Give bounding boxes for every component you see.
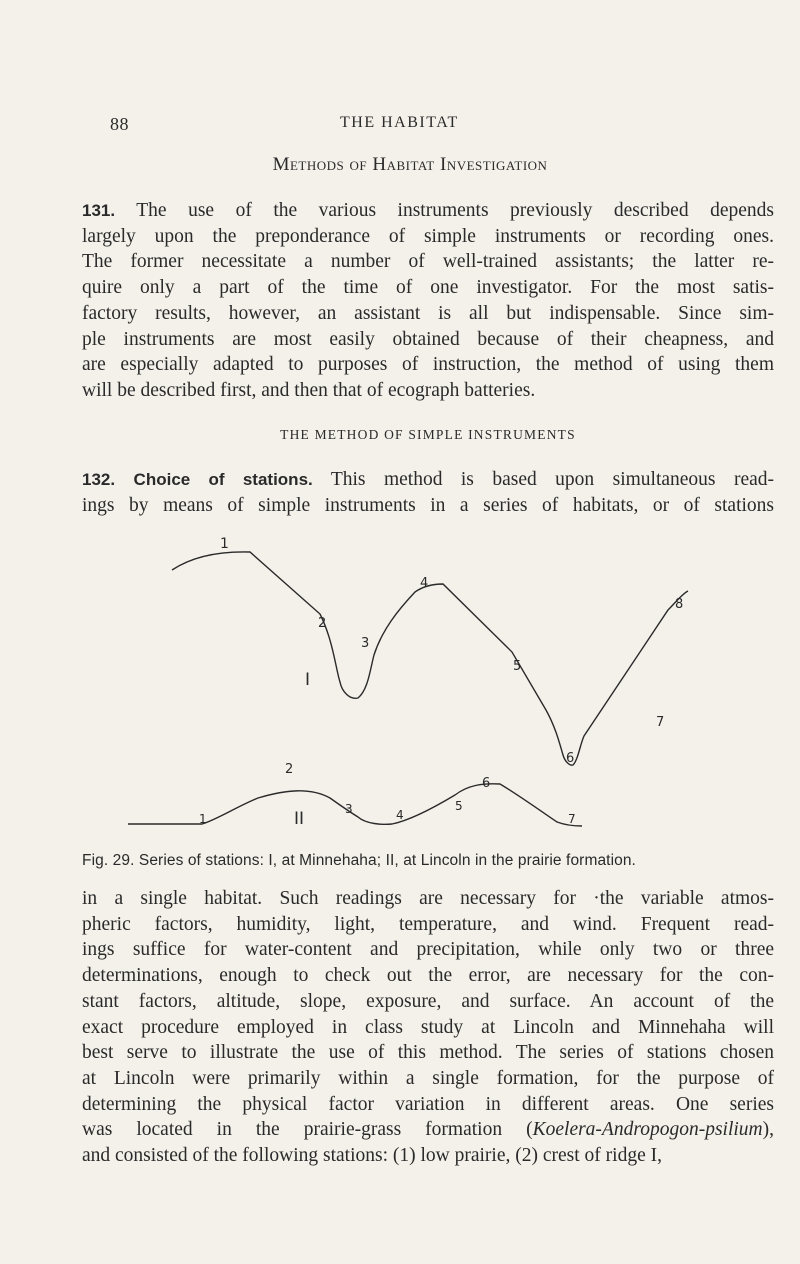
- station-label: 3: [345, 802, 353, 816]
- paragraph-line: determining the physical factor variation in different areas. One series: [82, 1093, 774, 1115]
- station-label: 1: [220, 536, 229, 552]
- paragraph-line: will be described first, and then that of ecograph batteries.: [82, 379, 536, 401]
- paragraph-line: and consisted of the following stations: (1) low prairie, (2) crest of ridge I,: [82, 1145, 662, 1167]
- paragraph-line: factory results, however, an assistant is all but indispensable. Since sim-: [82, 302, 774, 324]
- paragraph-line: largely upon the preponderance of simple instruments or recording ones.: [82, 225, 774, 247]
- station-label: 7: [568, 812, 576, 826]
- profile-series-1: [172, 552, 688, 765]
- paragraph-line: best serve to illustrate the use of this method. The series of stations chosen: [82, 1042, 774, 1064]
- paragraph-131: [82, 198, 774, 404]
- paragraph-line: ings suffice for water-content and precipitation, while only two or three: [82, 939, 774, 961]
- paragraph-line: The former necessitate a number of well-trained assistants; the latter re-: [82, 251, 774, 273]
- paragraph-line: [82, 467, 774, 493]
- station-label: 2: [285, 762, 294, 777]
- station-label: 4: [420, 576, 429, 591]
- station-label: 4: [396, 808, 404, 822]
- running-head: [110, 114, 710, 136]
- paragraph-line: at Lincoln were primarily within a single formation, for the purpose of: [82, 1067, 774, 1089]
- paragraph-text: was located in the prairie-grass formation (: [82, 1119, 533, 1141]
- paragraph-line: quire only a part of the time of one investigator. For the most satis-: [82, 277, 774, 299]
- subheading: THE METHOD OF SIMPLE INSTRUMENTS: [280, 427, 576, 442]
- paragraph-number: 132.: [82, 470, 116, 489]
- series-roman-label: II: [294, 809, 305, 829]
- section-title: Methods of Habitat Investigation: [272, 154, 548, 175]
- paragraph-line: ple instruments are most easily obtained because of their cheapness, and: [82, 328, 774, 350]
- paragraph-line: are especially adapted to purposes of instruction, the method of using them: [82, 354, 774, 376]
- paragraph-continuation: [82, 886, 774, 1169]
- station-label: 6: [482, 776, 491, 791]
- series-roman-label: I: [305, 670, 311, 690]
- paragraph-line: determinations, enough to check out the error, are necessary for the con-: [82, 965, 774, 987]
- paragraph-text: The use of the various instruments previously described depends: [136, 200, 774, 221]
- paragraph-line: [82, 1117, 774, 1143]
- paragraph-line: [82, 198, 774, 224]
- station-profile-diagram: [0, 530, 800, 840]
- figure-29: [0, 530, 800, 840]
- paragraph-text: This method is based upon simultaneous read-: [330, 469, 774, 490]
- run-in-title: Choice of stations.: [133, 470, 313, 489]
- station-label: 2: [318, 616, 327, 631]
- station-label: 6: [566, 751, 575, 766]
- paragraph-line: ings by means of simple instruments in a series of habitats, or of stations: [82, 494, 774, 516]
- station-label: 5: [513, 659, 522, 674]
- figure-caption: Fig. 29. Series of stations: I, at Minnehaha; II, at Lincoln in the prairie formation.: [82, 852, 636, 869]
- station-label: 8: [675, 597, 684, 612]
- running-title: THE HABITAT: [340, 114, 459, 131]
- paragraph-text: ),: [762, 1119, 774, 1141]
- paragraph-line: in a single habitat. Such readings are necessary for ·the variable atmos-: [82, 888, 774, 909]
- station-label: 3: [361, 636, 370, 651]
- profile-series-2: [128, 784, 582, 826]
- station-label: 1: [199, 812, 207, 826]
- paragraph-line: pheric factors, humidity, light, temperature, and wind. Frequent read-: [82, 913, 774, 935]
- paragraph-line: exact procedure employed in class study at Lincoln and Minnehaha will: [82, 1016, 774, 1038]
- paragraph-line: stant factors, altitude, slope, exposure, and surface. An account of the: [82, 990, 774, 1012]
- scientific-name: Koelera-Andropogon-psilium: [532, 1119, 763, 1141]
- station-label: 7: [656, 715, 665, 730]
- paragraph-number: 131.: [82, 201, 116, 220]
- station-label: 5: [455, 799, 463, 813]
- paragraph-132: [82, 467, 774, 518]
- page-number: 88: [110, 114, 129, 134]
